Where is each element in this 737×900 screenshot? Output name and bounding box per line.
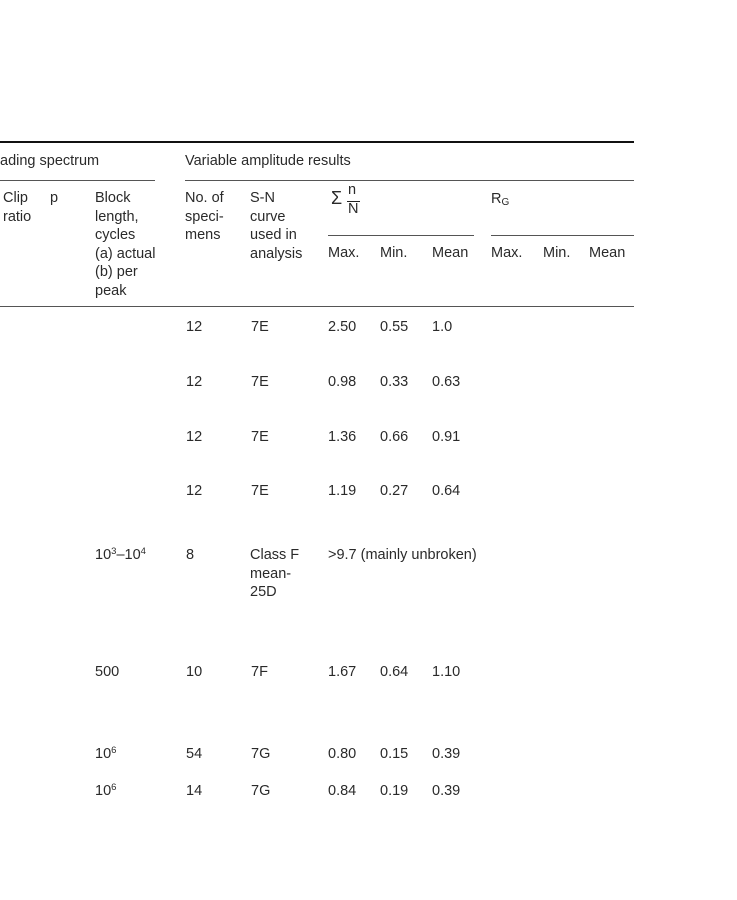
row8-block-exp: 6 (111, 782, 117, 793)
rg-subheader-rule (491, 235, 634, 236)
row2-mean: 0.63 (432, 374, 461, 390)
row5-block-exp2: 4 (140, 546, 146, 557)
sigma-symbol: Σ (331, 188, 343, 208)
row6-sn-curve: 7F (251, 664, 268, 680)
row8-max: 0.84 (328, 783, 357, 799)
row1-sn-curve: 7E (251, 319, 269, 335)
sum-denominator: N (348, 201, 359, 217)
row6-specimens: 10 (186, 664, 203, 680)
row7-block-exp: 6 (111, 745, 117, 756)
sum-mean-header: Mean (432, 245, 469, 261)
row1-max: 2.50 (328, 319, 357, 335)
row6-max: 1.67 (328, 664, 357, 680)
loading-spectrum-rule (0, 180, 155, 181)
block-length-header: Block length, cycles (a) actual (b) per peak (95, 190, 156, 299)
row8-mean: 0.39 (432, 783, 461, 799)
row7-block-length (95, 745, 116, 764)
row3-sn-curve: 7E (251, 429, 269, 445)
rg-mean-header: Mean (589, 245, 626, 261)
row1-specimens: 12 (186, 319, 203, 335)
row5-specimens: 8 (186, 547, 195, 563)
row1-mean: 1.0 (432, 319, 453, 335)
row6-block-length: 500 (95, 664, 120, 680)
row6-min: 0.64 (380, 664, 409, 680)
variable-amplitude-rule (185, 180, 634, 181)
sn-curve-header: S-N curve used in analysis (250, 190, 303, 262)
sum-numerator: n (348, 182, 357, 198)
row3-min: 0.66 (380, 429, 409, 445)
no-of-specimens-header: No. of speci- mens (185, 190, 224, 243)
table-top-rule (0, 141, 634, 143)
clip-ratio-header: Clip ratio (3, 190, 32, 225)
row2-min: 0.33 (380, 374, 409, 390)
row4-min: 0.27 (380, 483, 409, 499)
row8-block-base: 10 (95, 783, 112, 799)
row2-max: 0.98 (328, 374, 357, 390)
row7-mean: 0.39 (432, 746, 461, 762)
sum-min-header: Min. (380, 245, 408, 261)
row7-block-base: 10 (95, 746, 112, 762)
row8-specimens: 14 (186, 783, 203, 799)
row7-max: 0.80 (328, 746, 357, 762)
p-header: p (50, 190, 59, 206)
row4-mean: 0.64 (432, 483, 461, 499)
row7-sn-curve: 7G (251, 746, 271, 762)
row2-sn-curve: 7E (251, 374, 269, 390)
row4-max: 1.19 (328, 483, 357, 499)
row3-max: 1.36 (328, 429, 357, 445)
row6-mean: 1.10 (432, 664, 461, 680)
rg-min-header: Min. (543, 245, 571, 261)
rg-header (491, 190, 509, 213)
row2-specimens: 12 (186, 374, 203, 390)
rg-max-header: Max. (491, 245, 523, 261)
row5-block-base: 10 (95, 547, 112, 563)
row5-note: >9.7 (mainly unbroken) (328, 547, 477, 563)
row5-block-exp1: 3 (111, 546, 117, 557)
row3-specimens: 12 (186, 429, 203, 445)
row5-block-dash: –10 (116, 547, 141, 563)
row8-block-length (95, 782, 116, 801)
variable-amplitude-heading: Variable amplitude results (185, 153, 351, 169)
header-bottom-rule (0, 306, 634, 307)
row1-min: 0.55 (380, 319, 409, 335)
rg-subscript: G (501, 197, 510, 208)
row4-sn-curve: 7E (251, 483, 269, 499)
row7-specimens: 54 (186, 746, 203, 762)
row5-sn-curve: Class F mean- 25D (250, 547, 300, 600)
row3-mean: 0.91 (432, 429, 461, 445)
row4-specimens: 12 (186, 483, 203, 499)
row8-sn-curve: 7G (251, 783, 271, 799)
row7-min: 0.15 (380, 746, 409, 762)
row5-block-length (95, 546, 146, 565)
rg-main-letter: R (491, 191, 502, 207)
loading-spectrum-heading: ading spectrum (0, 153, 100, 169)
sum-max-header: Max. (328, 245, 360, 261)
sum-subheader-rule (328, 235, 474, 236)
row8-min: 0.19 (380, 783, 409, 799)
